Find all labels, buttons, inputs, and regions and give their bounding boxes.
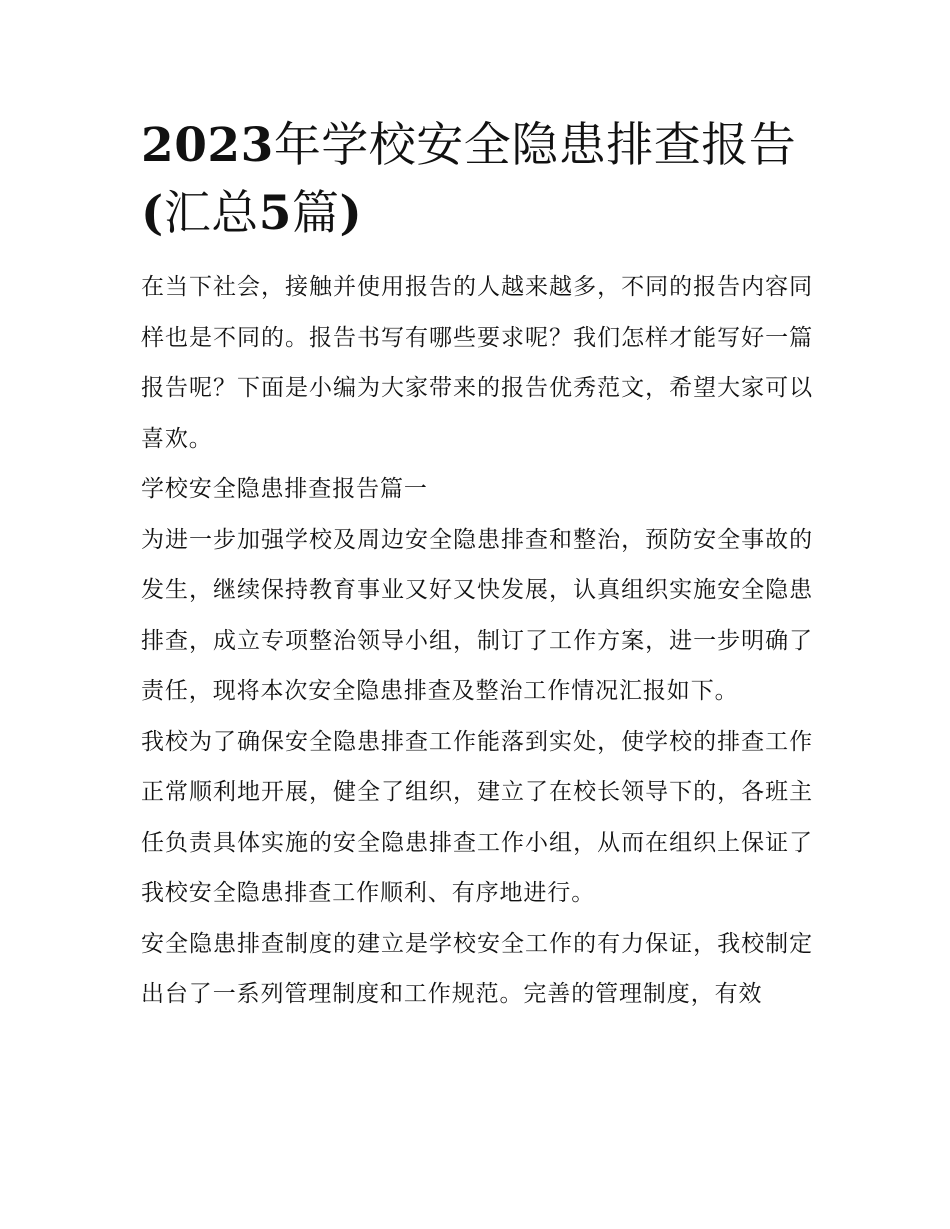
title-count: 5	[258, 186, 292, 241]
body-paragraph: 为进一步加强学校及周边安全隐患排查和整治，预防安全事故的发生，继续保持教育事业又好又快发展，认真组织实施安全隐患排查，成立专项整治领导小组，制订了工作方案，进一步明确了责任，现将本次安全隐患排查及整治工作情况汇报如下。	[141, 526, 813, 704]
document-page	[141, 112, 813, 1020]
intro-paragraph: 在当下社会，接触并使用报告的人越来越多，不同的报告内容同样也是不同的。报告书写有哪些要求呢？我们怎样才能写好一篇报告呢？下面是小编为大家带来的报告优秀范文，希望大家可以喜欢。	[141, 274, 813, 452]
title-subtitle-b: 篇	[291, 186, 340, 241]
section-heading: 学校安全隐患排查报告篇一	[141, 476, 428, 502]
title-paren-close: )	[339, 186, 363, 241]
title-subtitle-a: 汇总	[163, 186, 259, 241]
title-paren-open: (	[141, 186, 164, 241]
title-text: 年学校安全隐患排查报告	[273, 118, 797, 173]
title-year: 2023	[141, 118, 274, 173]
body-paragraph: 我校为了确保安全隐患排查工作能落到实处，使学校的排查工作正常顺利地开展，健全了组织，建立了在校长领导下的，各班主任负责具体实施的安全隐患排查工作小组，从而在组织上保证了我校安全隐患排查工作顺利、有序地进行。	[141, 728, 813, 906]
document-title	[141, 112, 813, 248]
body-paragraph: 安全隐患排查制度的建立是学校安全工作的有力保证，我校制定出台了一系列管理制度和工作规范。完善的管理制度，有效	[141, 930, 813, 1007]
